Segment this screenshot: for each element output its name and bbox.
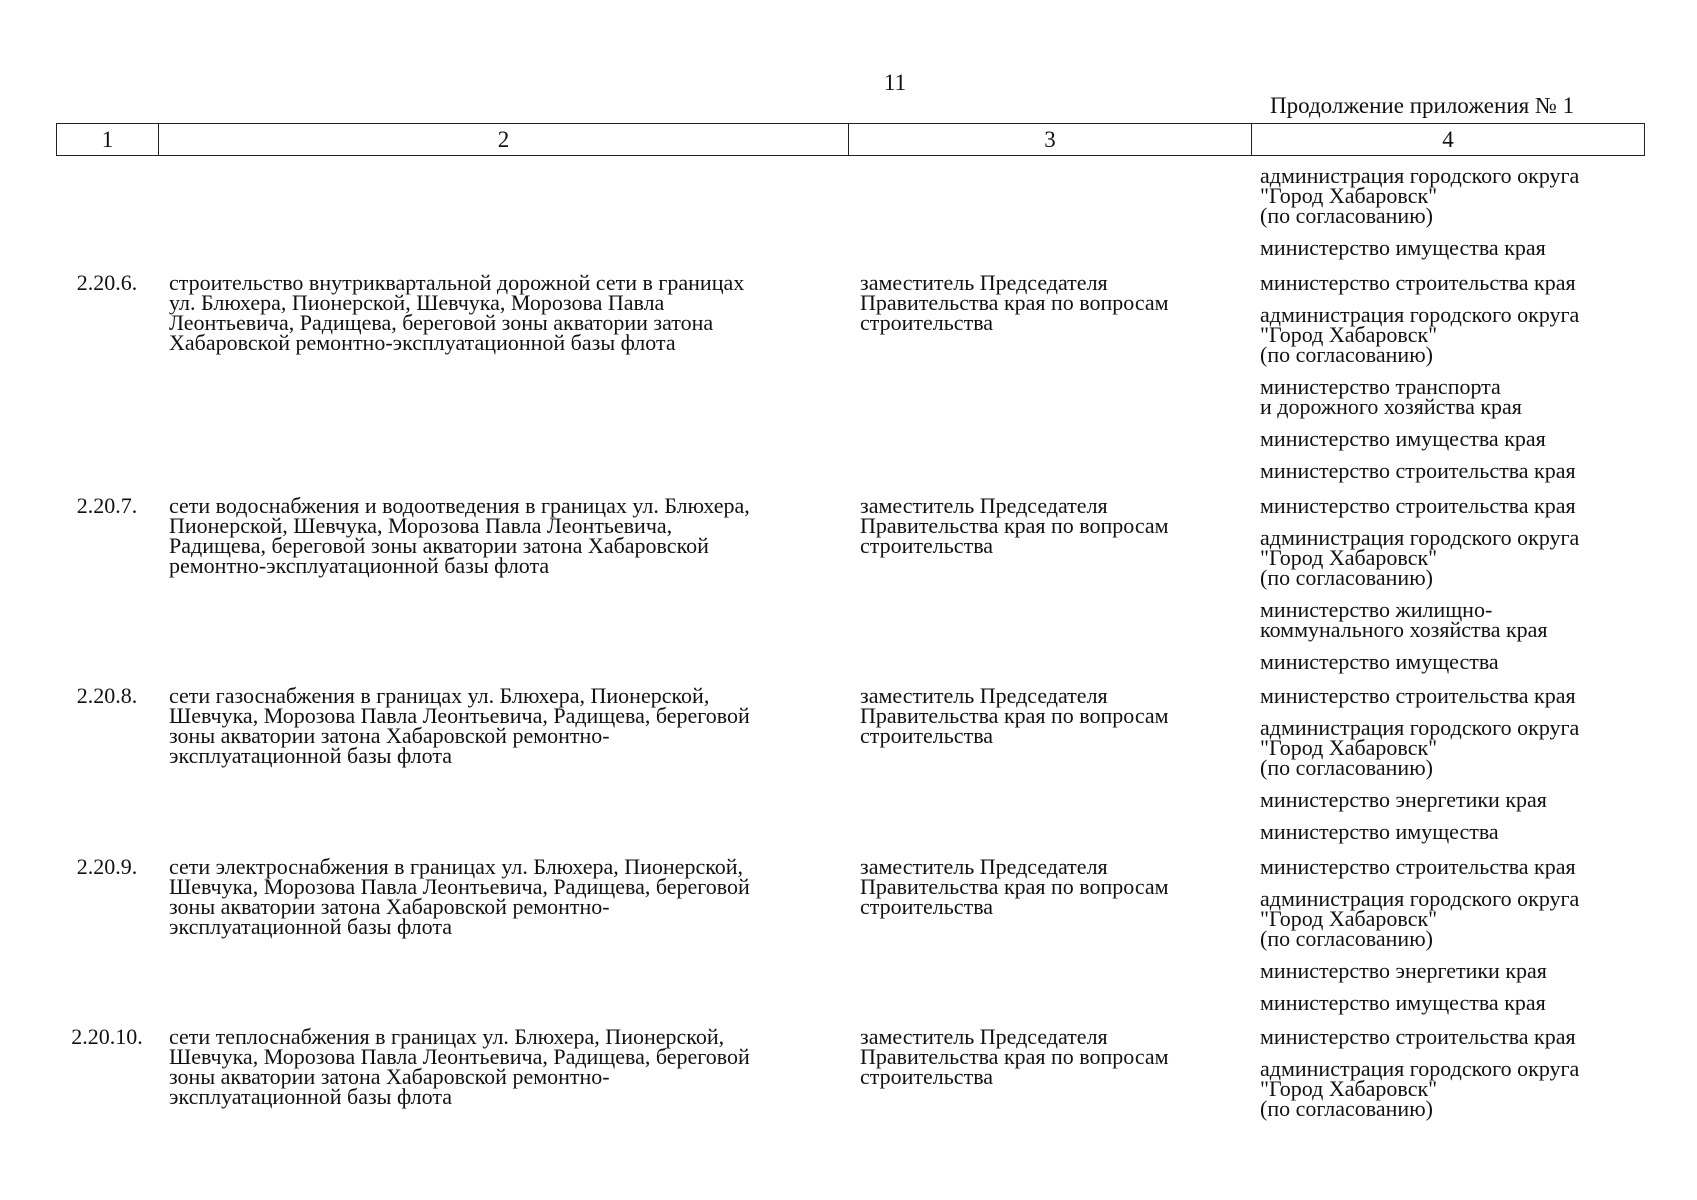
agency-item: министерство строительства края <box>1260 1024 1576 1049</box>
column-header-table <box>56 123 1645 156</box>
agency-item: администрация городского округа "Город Хабаровск" (по согласованию) <box>1260 302 1580 367</box>
column-header-3: 3 <box>849 124 1252 156</box>
row-responsible: заместитель Председателя Правительства края по вопросам строительства <box>860 493 1169 558</box>
page-number: 11 <box>883 70 907 95</box>
agency-item: министерство строительства края <box>1260 854 1576 879</box>
row-responsible: заместитель Председателя Правительства края по вопросам строительства <box>860 270 1169 335</box>
agency-item: администрация городского округа "Город Хабаровск" (по согласованию) <box>1260 525 1580 590</box>
row-description: сети теплоснабжения в границах ул. Блюхера, Пионерской, Шевчука, Морозова Павла Леонтьевича, Радищева, береговой зоны акватории затона Хабаровской ремонтно- эксплуатационной базы флота <box>169 1024 750 1109</box>
agency-item: министерство имущества <box>1260 819 1499 844</box>
row-number: 2.20.8. <box>76 683 138 708</box>
continuation-label: Продолжение приложения № 1 <box>1270 93 1575 118</box>
agency-item: министерство имущества края <box>1260 235 1546 260</box>
row-number: 2.20.9. <box>76 854 138 879</box>
row-number: 2.20.10. <box>71 1024 143 1049</box>
agency-list <box>1260 854 1680 1025</box>
agency-item: министерство имущества края <box>1260 990 1546 1015</box>
agency-item: министерство строительства края <box>1260 270 1576 295</box>
column-header-2: 2 <box>159 124 849 156</box>
agency-item: министерство энергетики края <box>1260 787 1547 812</box>
agency-list <box>1260 683 1680 854</box>
row-description: строительство внутриквартальной дорожной сети в границах ул. Блюхера, Пионерской, Шевчука, Морозова Павла Леонтьевича, Радищева, береговой зоны акватории затона Хабаровской ремонтно-эксплуатационной базы флота <box>169 270 745 355</box>
row-responsible: заместитель Председателя Правительства края по вопросам строительства <box>860 1024 1169 1089</box>
agency-list <box>1260 163 1680 270</box>
agency-list <box>1260 270 1680 493</box>
agency-item: министерство строительства края <box>1260 458 1576 483</box>
agency-list <box>1260 493 1680 684</box>
agency-item: администрация городского округа "Город Хабаровск" (по согласованию) <box>1260 1056 1580 1121</box>
column-header-1: 1 <box>57 124 159 156</box>
row-responsible: заместитель Председателя Правительства края по вопросам строительства <box>860 683 1169 748</box>
agency-item: министерство жилищно- коммунального хозяйства края <box>1260 597 1548 642</box>
agency-item: министерство имущества <box>1260 649 1499 674</box>
agency-item: министерство энергетики края <box>1260 958 1547 983</box>
agency-item: министерство имущества края <box>1260 426 1546 451</box>
agency-item: администрация городского округа "Город Хабаровск" (по согласованию) <box>1260 715 1580 780</box>
agency-item: министерство транспорта и дорожного хозяйства края <box>1260 374 1522 419</box>
row-number: 2.20.6. <box>76 270 138 295</box>
agency-item: администрация городского округа "Город Хабаровск" (по согласованию) <box>1260 163 1580 228</box>
agency-item: министерство строительства края <box>1260 493 1576 518</box>
row-description: сети водоснабжения и водоотведения в границах ул. Блюхера, Пионерской, Шевчука, Морозова Павла Леонтьевича, Радищева, береговой зоны акватории затона Хабаровской ремонтно-эксплуатационной базы флота <box>169 493 750 578</box>
row-number: 2.20.7. <box>76 493 138 518</box>
agency-item: администрация городского округа "Город Хабаровск" (по согласованию) <box>1260 886 1580 951</box>
column-header-row <box>57 124 1645 156</box>
agency-list <box>1260 1024 1680 1131</box>
row-description: сети электроснабжения в границах ул. Блюхера, Пионерской, Шевчука, Морозова Павла Леонтьевича, Радищева, береговой зоны акватории затона Хабаровской ремонтно- эксплуатационной базы флота <box>169 854 750 939</box>
column-header-4: 4 <box>1252 124 1645 156</box>
agency-item: министерство строительства края <box>1260 683 1576 708</box>
row-responsible: заместитель Председателя Правительства края по вопросам строительства <box>860 854 1169 919</box>
row-description: сети газоснабжения в границах ул. Блюхера, Пионерской, Шевчука, Морозова Павла Леонтьевича, Радищева, береговой зоны акватории затона Хабаровской ремонтно- эксплуатационной базы флота <box>169 683 750 768</box>
